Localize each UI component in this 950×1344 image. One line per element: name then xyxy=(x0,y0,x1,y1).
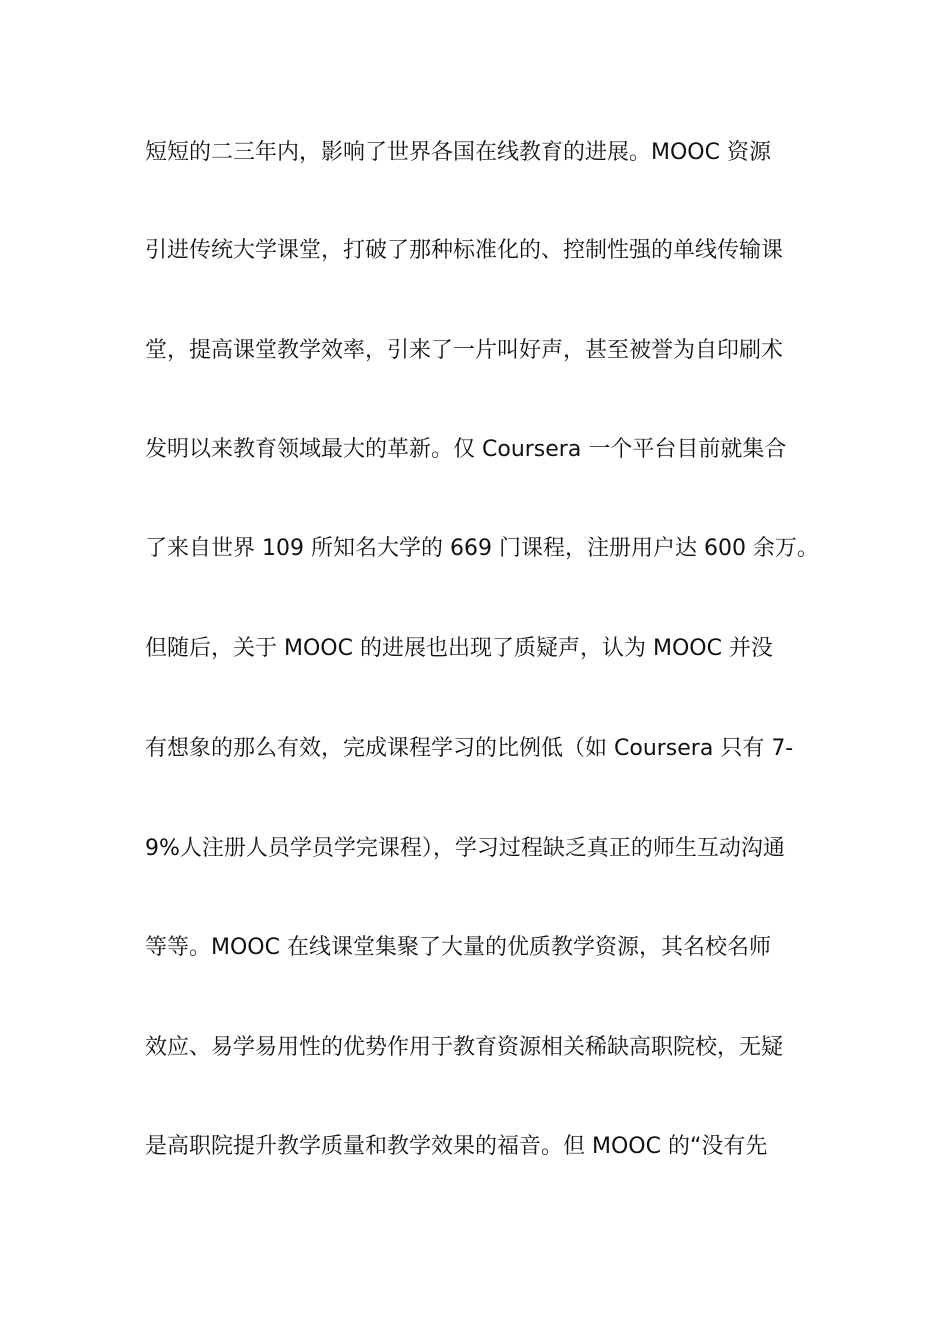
paragraph-line: 等等。MOOC 在线课堂集聚了大量的优质教学资源，其名校名师 xyxy=(145,935,771,960)
paragraph-line: 短短的二三年内，影响了世界各国在线教育的进展。MOOC 资源 xyxy=(145,140,771,165)
paragraph-line: 了来自世界 109 所知名大学的 669 门课程，注册用户达 600 余万。 xyxy=(145,536,819,561)
paragraph-line: 堂，提高课堂教学效率，引来了一片叫好声，甚至被誉为自印刷术 xyxy=(145,338,784,363)
paragraph-line: 有想象的那么有效，完成课程学习的比例低（如 Coursera 只有 7- xyxy=(145,736,794,761)
paragraph-line: 是高职院提升教学质量和教学效果的福音。但 MOOC 的“没有先 xyxy=(145,1134,768,1159)
paragraph-line: 9%人注册人员学员学完课程），学习过程缺乏真正的师生互动沟通 xyxy=(145,836,785,861)
paragraph-line: 但随后，关于 MOOC 的进展也出现了质疑声，认为 MOOC 并没 xyxy=(145,636,773,661)
paragraph-line: 效应、易学易用性的优势作用于教育资源相关稀缺高职院校，无疑 xyxy=(145,1035,784,1060)
paragraph-line: 发明以来教育领域最大的革新。仅 Coursera 一个平台目前就集合 xyxy=(145,437,787,462)
paragraph-line: 引进传统大学课堂，打破了那种标准化的、控制性强的单线传输课 xyxy=(145,238,784,263)
